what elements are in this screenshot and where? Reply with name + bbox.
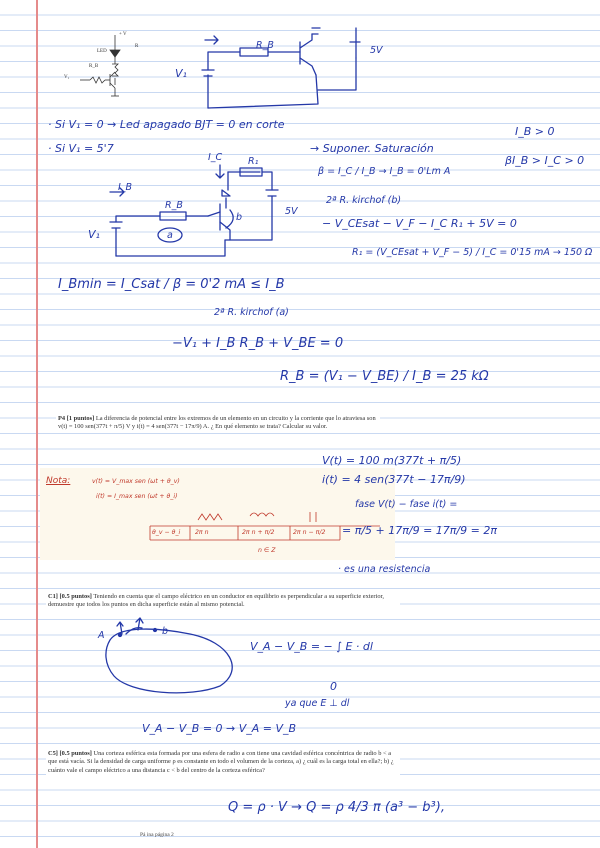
note-current: i(t) = I_max sen (ωt + θ_i)	[96, 493, 178, 500]
problem-c5-text: Una corteza esférica esta formada por una esfera de radio a con tiene una cavidad esférica concéntrica de radio b < a que está vacía. Si la densidad de carga uniforme ρ es constante en todo el volumen de la corteza, a) ¿ cuál es la carga total en ella?; b) ¿ cuánto vale el campo eléctrico a una distancia c < b del centro de la corteza esférica?	[48, 750, 394, 774]
problem-c5-label: C5] [0.5 puntos]	[48, 750, 92, 757]
kirchhoff-b-title: 2ª R. kirchof (b)	[326, 195, 402, 206]
page-footer: Pá ina página 2	[140, 832, 174, 838]
problem-p4	[56, 414, 380, 433]
printed-led-label: LED	[97, 49, 107, 54]
circuit2-v1-label: V₁	[88, 228, 100, 241]
kirchhoff-a-equation: −V₁ + I_B R_B + V_BE = 0	[172, 336, 344, 351]
conductor-sketch	[100, 620, 250, 700]
p4-voltage: V(t) = 100 m(377t + π/5)	[322, 454, 462, 467]
circuit1-v1-label: V₁	[175, 67, 187, 80]
circuit2-r1-label: R₁	[248, 156, 259, 167]
problem-c5	[46, 749, 400, 776]
printed-vin-label: V₁	[64, 75, 70, 80]
c1-reason: ya que E ⊥ dl	[285, 698, 350, 709]
rb-result: R_B = (V₁ − V_BE) / I_B = 25 kΩ	[280, 369, 489, 384]
note-voltage: v(t) = V_max sen (ωt + θ_v)	[92, 478, 180, 485]
condition-ib: I_B > 0	[515, 125, 555, 138]
condition-beta-ib: βI_B > I_C > 0	[505, 154, 585, 167]
circuit2-ib-label: I_B	[118, 182, 133, 193]
problem-p4-label: P4 [1 puntos]	[58, 415, 95, 422]
printed-r-label: R	[135, 44, 139, 49]
p4-phase-calc: = π/5 + 17π/9 = 17π/9 = 2π	[342, 524, 497, 537]
circuit2-rb-label: R_B	[165, 200, 183, 211]
kirchhoff-a-title: 2ª R. kirchof (a)	[214, 307, 289, 318]
problem-c1-label: C1] [0.5 puntos]	[48, 593, 92, 600]
margin-line	[36, 0, 38, 848]
kirchhoff-b-equation: − V_CEsat − V_F − I_C R₁ + 5V = 0	[322, 217, 517, 230]
circuit2-ic-label: I_C	[208, 152, 223, 163]
ibmin-equation: I_Bmin = I_Csat / β = 0'2 mA ≤ I_B	[58, 277, 285, 292]
printed-vcc-label: + V	[119, 32, 127, 37]
c5-charge-equation: Q = ρ · V → Q = ρ 4/3 π (a³ − b³),	[228, 800, 445, 815]
circuit2-5v-label: 5V	[285, 206, 298, 217]
handwritten-circuit-1	[190, 30, 420, 115]
loop-a-label: a	[167, 230, 173, 241]
beta-equation: β = I_C / I_B → I_B = 0'Lm A	[318, 166, 451, 177]
note-capacitor: 2π n − π/2	[293, 529, 326, 536]
note-inductor: 2π n + π/2	[242, 529, 275, 536]
note-title: Nota:	[46, 476, 71, 486]
p4-current: i(t) = 4 sen(377t − 17π/9)	[322, 473, 466, 486]
note-footer: n ∈ Z	[258, 547, 276, 554]
problem-p4-text: La diferencia de potencial entre los extremos de un elemento en un circuito y la corriente que lo atraviesa son v(t) = 100 sen(377t + π/5) V y i(t) = 4 sen(377t − 17π/9) A. ¿ En qué elemento se trata? Calcular su valor.	[58, 415, 376, 431]
circuit1-5v-label: 5V	[370, 45, 383, 56]
loop-b-label: b	[236, 212, 243, 223]
c1-result: V_A − V_B = 0 → V_A = V_B	[142, 722, 297, 735]
case-v1-57: · Si V₁ = 5'7	[48, 142, 114, 155]
c1-integral: V_A − V_B = − ∫ E · dl	[250, 640, 373, 653]
r1-result: R₁ = (V_CEsat + V_F − 5) / I_C = 0'15 mA → 150 Ω	[352, 247, 593, 258]
note-resistor: 2π n	[195, 529, 209, 536]
p4-conclusion: · es una resistencia	[338, 564, 431, 575]
problem-c1	[46, 592, 400, 611]
point-b-label: b	[162, 626, 169, 637]
c1-zero: 0	[330, 680, 337, 693]
note-row-head: θ_v − θ_i	[152, 529, 181, 536]
printed-rb-label: R_B	[89, 64, 99, 69]
assume-saturation: → Suponer. Saturación	[310, 142, 434, 155]
point-a-label: A	[98, 630, 105, 641]
case-v1-zero: · Si V₁ = 0 → Led apagado BJT = 0 en corte	[48, 118, 285, 131]
circuit1-rb-label: R_B	[256, 40, 274, 51]
p4-phase-diff: fase V(t) − fase i(t) =	[355, 499, 458, 510]
problem-c1-text: Teniendo en cuenta que el campo eléctrico en un conductor en equilibrio es perpendicular a su superficie exterior, demuestre que todos los puntos en dicha superficie están al mismo potencial.	[48, 593, 385, 609]
